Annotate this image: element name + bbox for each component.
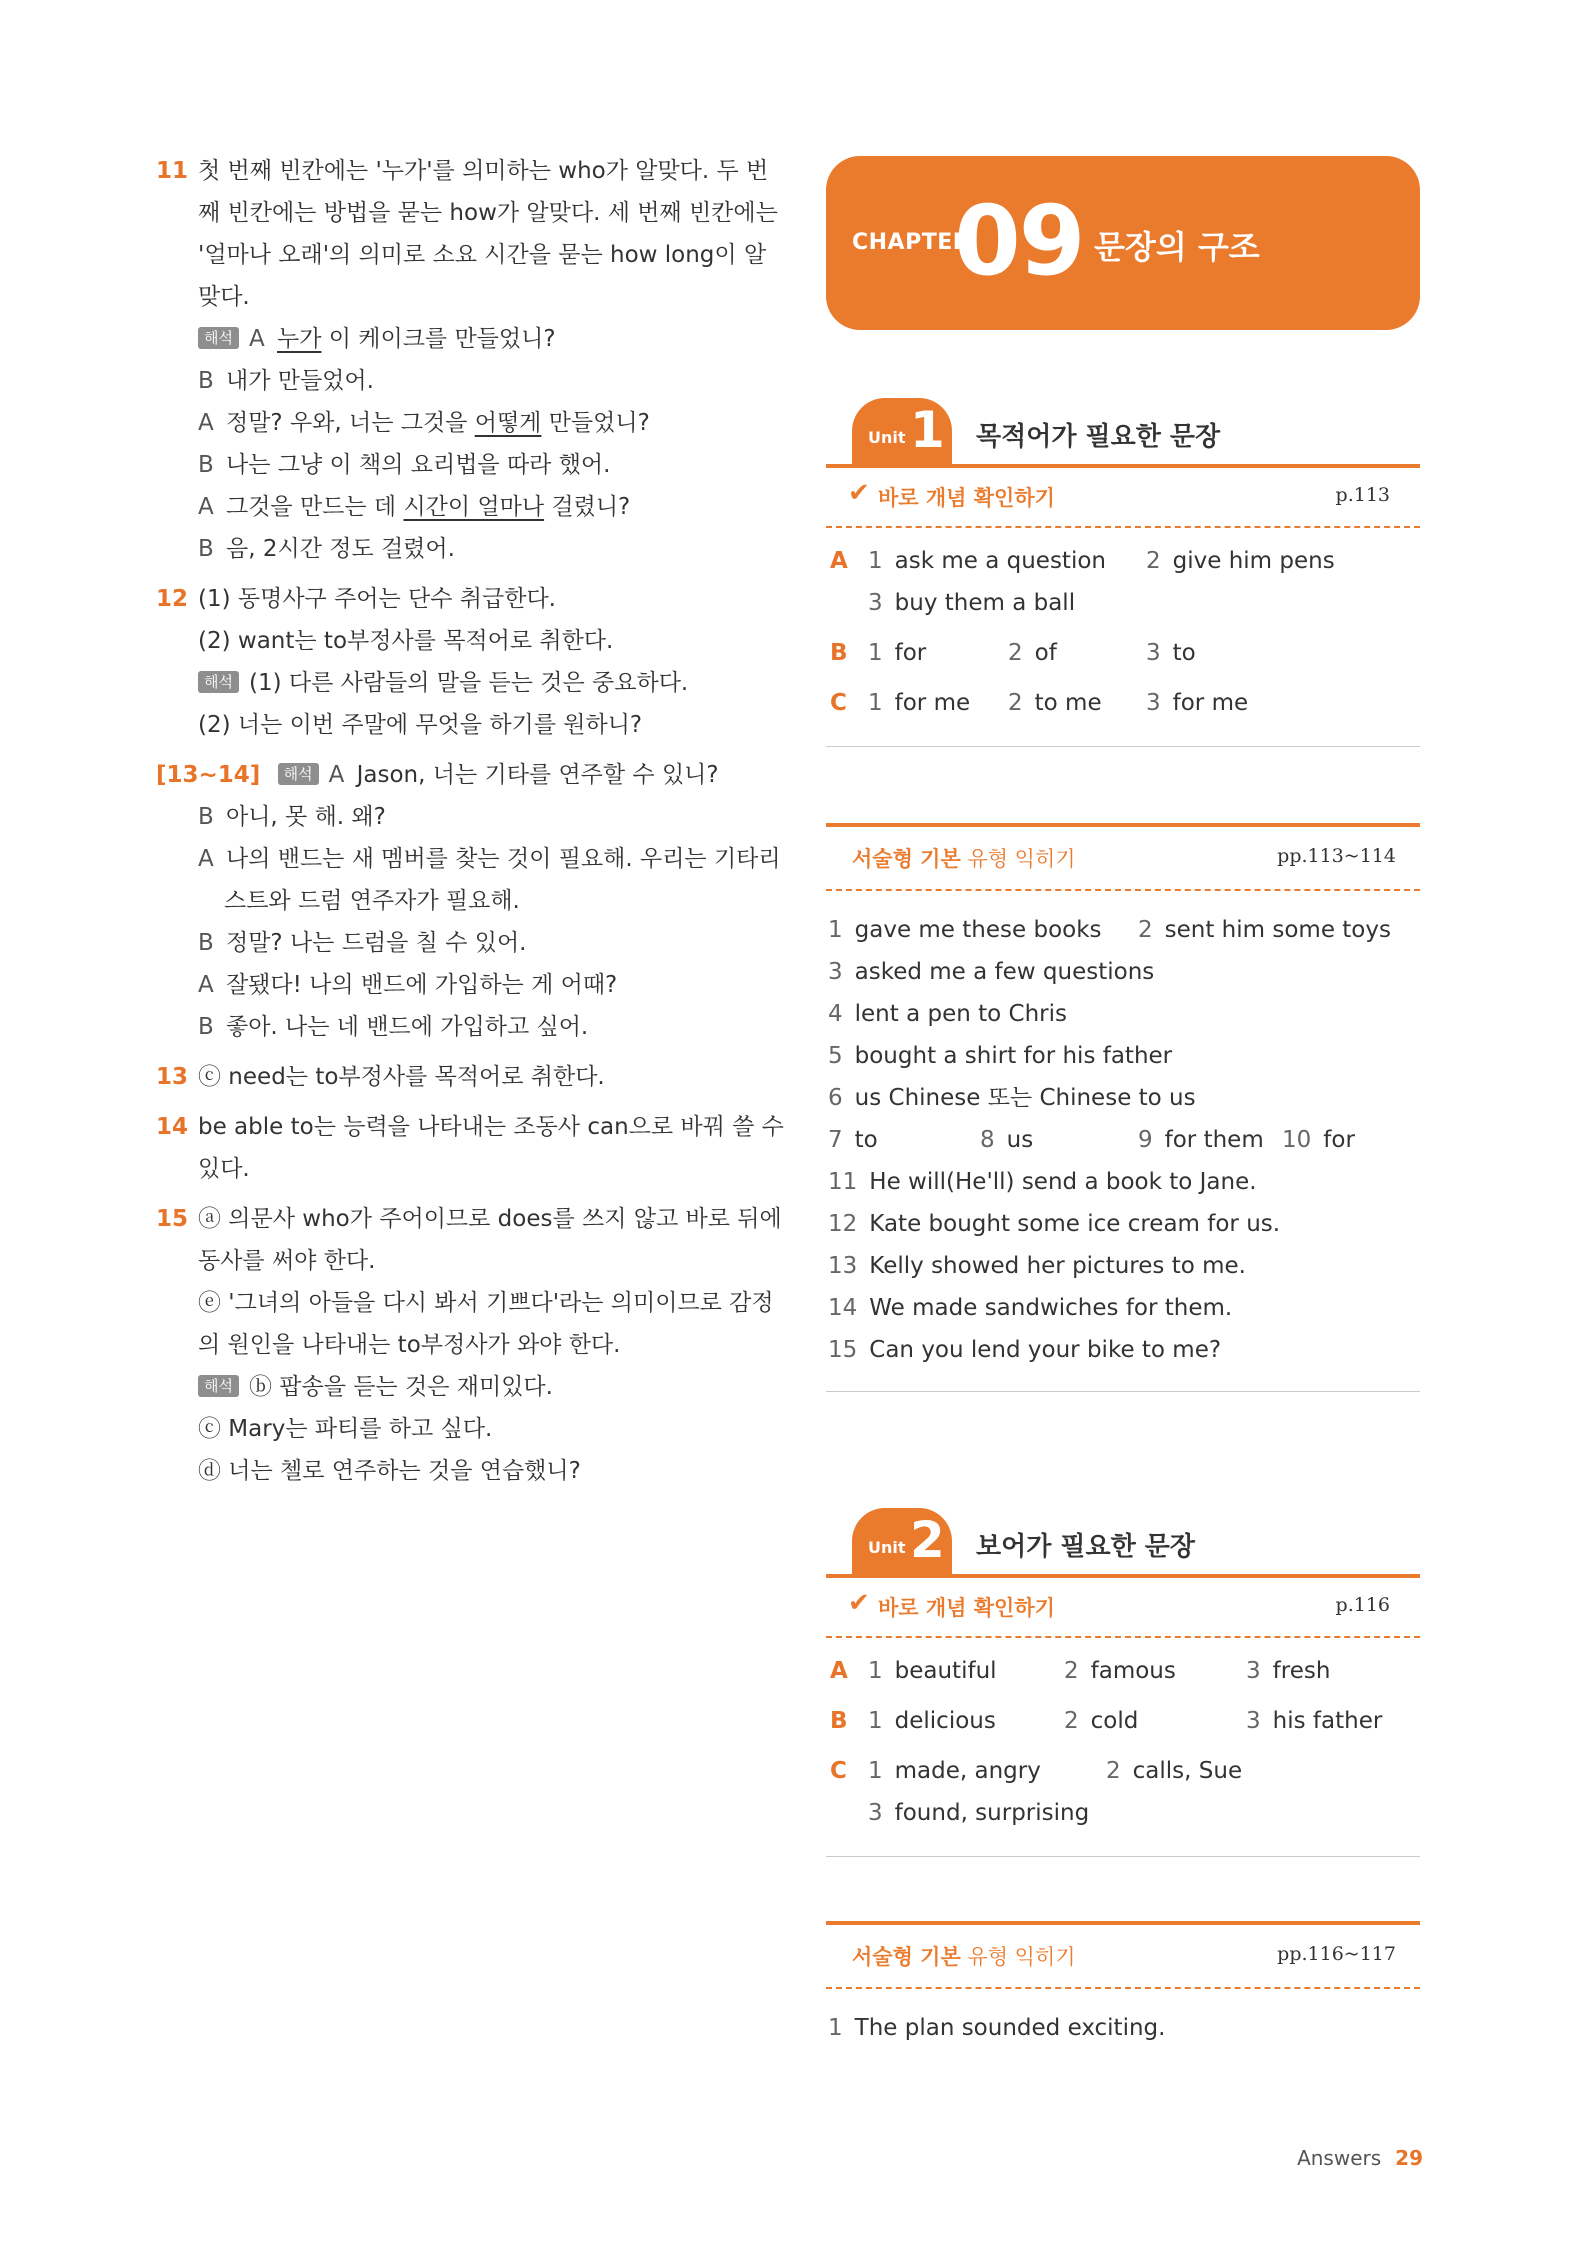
q12-line-4: (2) 너는 이번 주말에 무엇을 하기를 원하니?	[198, 712, 643, 738]
translation-tag: 해석	[198, 671, 239, 693]
q15-line-2: 동사를 써야 한다.	[198, 1248, 376, 1274]
q13-number: 13	[156, 1064, 189, 1090]
q11-dialogue-2: B 내가 만들었어.	[198, 368, 374, 394]
list-item: 5 bought a shirt for his father	[828, 1043, 1173, 1069]
q15-line-4: 의 원인을 나타내는 to부정사가 와야 한다.	[198, 1332, 621, 1358]
unit-2-writing-answers	[826, 1989, 1420, 2049]
q12-line-3: 해석 (1) 다른 사람들의 말을 듣는 것은 중요하다.	[156, 662, 756, 704]
unit-1-badge: Unit 1	[852, 398, 952, 464]
answer-row-a-2: 3 buy them a ball	[868, 590, 1076, 616]
list-item: 1 The plan sounded exciting.	[828, 2015, 1166, 2041]
q14-line-2: 있다.	[198, 1156, 250, 1182]
answer-row-b: B 1 delicious 2 cold 3 his father	[830, 1708, 1383, 1734]
q12-number: 12	[156, 586, 189, 612]
unit-2-check-header: ✔ 바로 개념 확인하기 p.116	[826, 1578, 1420, 1638]
right-column	[826, 156, 1420, 2049]
unit-2-header	[826, 1502, 1420, 1578]
unit-1-check-header: ✔ 바로 개념 확인하기 p.113	[826, 468, 1420, 528]
q13-14-range: [13~14]	[156, 762, 261, 788]
q12-line-2: (2) want는 to부정사를 목적어로 취한다.	[198, 628, 614, 654]
q11-line-3: '얼마나 오래'의 의미로 소요 시간을 묻는 how long이 알	[198, 242, 767, 268]
q11-number: 11	[156, 158, 189, 184]
answer-row-a: A 1 ask me a question 2 give him pens	[830, 548, 1335, 574]
q11-dialogue-3: A 정말? 우와, 너는 그것을 어떻게 만들었니?	[198, 410, 650, 436]
q12-line-1: 12 (1) 동명사구 주어는 단수 취급한다.	[156, 578, 756, 620]
q11-dialogue-4: B 나는 그냥 이 책의 요리법을 따라 했어.	[198, 452, 611, 478]
footer-label: Answers	[1297, 2146, 1382, 2170]
check-icon: ✔	[848, 478, 870, 508]
q15-line-5: 해석 ⓑ 팝송을 듣는 것은 재미있다.	[156, 1366, 756, 1408]
answer-row-a: A 1 beautiful 2 famous 3 fresh	[830, 1658, 1331, 1684]
q13-14-line-4: 스트와 드럼 연주자가 필요해.	[224, 888, 520, 914]
q13-14-line-1: [13~14] 해석 A Jason, 너는 기타를 연주할 수 있니?	[156, 762, 719, 788]
left-column	[156, 150, 784, 1492]
page-ref: p.116	[1335, 1594, 1390, 1616]
page-ref: p.113	[1335, 484, 1390, 506]
q15-line-6: ⓒ Mary는 파티를 하고 싶다.	[198, 1416, 493, 1442]
q14-line-1: 14 be able to는 능력을 나타내는 조동사 can으로 바꿔 쓸 수	[156, 1106, 756, 1148]
q15-line-3: ⓔ '그녀의 아들을 다시 봐서 기쁘다'라는 의미이므로 감정	[198, 1290, 774, 1316]
q11-dialogue-1: 해석 A 누가 이 케이크를 만들었니?	[156, 318, 756, 360]
list-item: 15 Can you lend your bike to me?	[828, 1337, 1222, 1363]
list-item: 14 We made sandwiches for them.	[828, 1295, 1233, 1321]
q13-line: 13 ⓒ need는 to부정사를 목적어로 취한다.	[156, 1056, 756, 1098]
chapter-title: 문장의 구조	[1094, 228, 1260, 266]
translation-tag: 해석	[278, 763, 319, 785]
q11-line-1: 11 첫 번째 빈칸에는 '누가'를 의미하는 who가 알맞다. 두 번	[156, 150, 756, 192]
q11-line-4: 맞다.	[198, 284, 250, 310]
list-item: 6 us Chinese 또는 Chinese to us	[828, 1085, 1196, 1111]
list-item: 11 He will(He'll) send a book to Jane.	[828, 1169, 1257, 1195]
q13-14-line-2: B 아니, 못 해. 왜?	[198, 804, 386, 830]
q11-dialogue-5: A 그것을 만드는 데 시간이 얼마나 걸렸니?	[198, 494, 631, 520]
list-item: 4 lent a pen to Chris	[828, 1001, 1067, 1027]
list-item: 7 to 8 us 9 for them 10 for	[828, 1127, 1355, 1153]
unit-2-badge: Unit 2	[852, 1508, 952, 1574]
answer-row-c: C 1 made, angry 2 calls, Sue	[830, 1758, 1243, 1784]
q15-line-7: ⓓ 너는 첼로 연주하는 것을 연습했니?	[198, 1458, 581, 1484]
unit-1-writing-header: 서술형 기본 유형 익히기 pp.113~114	[826, 823, 1420, 891]
answer-row-c: C 1 for me 2 to me 3 for me	[830, 690, 1249, 716]
q13-14-line-5: B 정말? 나는 드럼을 칠 수 있어.	[198, 930, 527, 956]
unit-2-writing-header: 서술형 기본 유형 익히기 pp.116~117	[826, 1921, 1420, 1989]
page-ref: pp.116~117	[1277, 1943, 1396, 1965]
unit-1-header	[826, 392, 1420, 468]
page-ref: pp.113~114	[1277, 845, 1396, 867]
translation-tag: 해석	[198, 327, 239, 349]
q13-14-line-7: B 좋아. 나는 네 밴드에 가입하고 싶어.	[198, 1014, 589, 1040]
q13-14-line-6: A 잘됐다! 나의 밴드에 가입하는 게 어때?	[198, 972, 618, 998]
list-item: 12 Kate bought some ice cream for us.	[828, 1211, 1281, 1237]
page-number: 29	[1395, 2146, 1423, 2170]
chapter-header	[826, 156, 1420, 330]
unit-1-check-answers	[826, 528, 1420, 747]
list-item: 13 Kelly showed her pictures to me.	[828, 1253, 1246, 1279]
q15-number: 15	[156, 1206, 189, 1232]
answer-row-b: B 1 for 2 of 3 to	[830, 640, 1196, 666]
check-icon: ✔	[848, 1588, 870, 1618]
chapter-label: CHAPTER	[852, 230, 971, 255]
unit-1-title: 목적어가 필요한 문장	[976, 422, 1221, 452]
list-item: 1 gave me these books 2 sent him some toys	[828, 917, 1391, 943]
q15-line-1: 15 ⓐ 의문사 who가 주어이므로 does를 쓰지 않고 바로 뒤에	[156, 1198, 756, 1240]
q14-number: 14	[156, 1114, 189, 1140]
translation-tag: 해석	[198, 1375, 239, 1397]
answer-row-c-2: 3 found, surprising	[868, 1800, 1090, 1826]
page-footer	[1297, 2146, 1423, 2170]
unit-1-writing-answers	[826, 891, 1420, 1392]
list-item: 3 asked me a few questions	[828, 959, 1155, 985]
q13-14-line-3: A 나의 밴드는 새 멤버를 찾는 것이 필요해. 우리는 기타리	[198, 846, 781, 872]
unit-2-check-answers	[826, 1638, 1420, 1857]
q11-dialogue-6: B 음, 2시간 정도 걸렸어.	[198, 536, 455, 562]
unit-2-title: 보어가 필요한 문장	[976, 1532, 1196, 1562]
chapter-number: 09	[954, 185, 1084, 297]
q11-line-2: 째 빈칸에는 방법을 묻는 how가 알맞다. 세 번째 빈칸에는	[198, 200, 778, 226]
